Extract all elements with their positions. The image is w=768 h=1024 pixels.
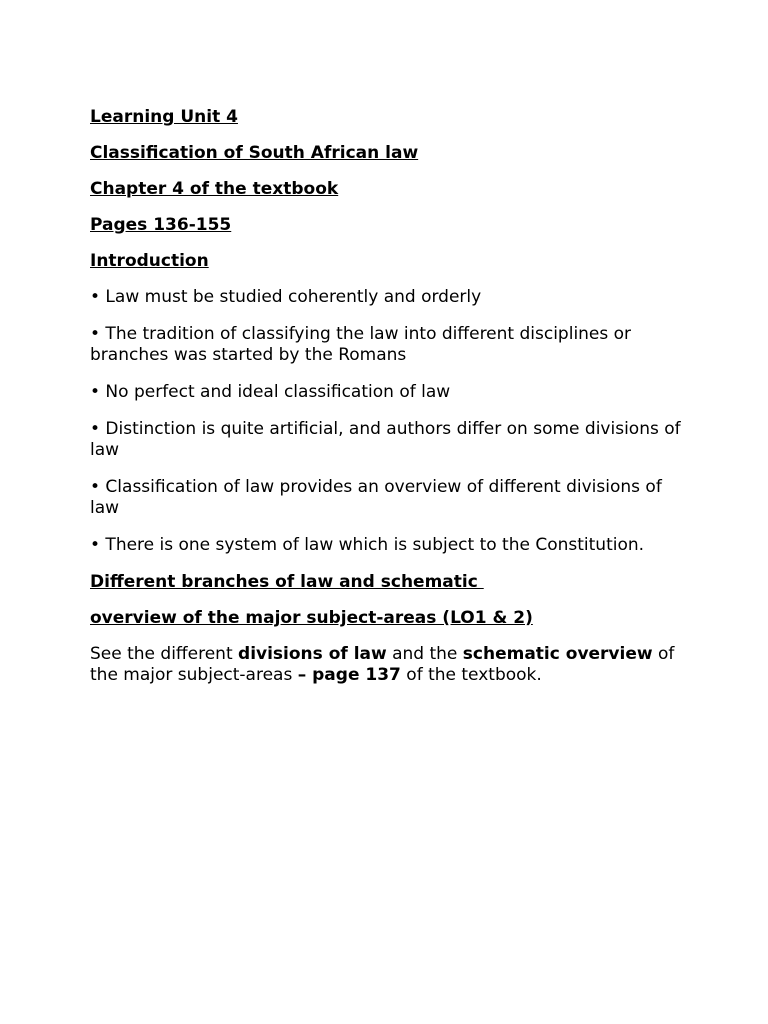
unit-title-heading: Classification of South African law xyxy=(90,143,419,163)
closing-text: of the textbook. xyxy=(400,665,542,685)
bullet-item: • No perfect and ideal classification of law xyxy=(90,382,451,402)
pages-heading: Pages 136-155 xyxy=(90,215,232,235)
closing-text: of the major subject-areas xyxy=(90,644,675,685)
learning-unit-heading: Learning Unit 4 xyxy=(90,107,238,127)
closing-text: and the xyxy=(386,644,463,664)
document-page xyxy=(90,107,690,702)
bullet-item: • The tradition of classifying the law into different disciplines or branches was started by the Romans xyxy=(90,324,632,365)
introduction-heading: Introduction xyxy=(90,251,209,271)
chapter-heading: Chapter 4 of the textbook xyxy=(90,179,339,199)
introduction-bullet-list xyxy=(90,287,690,556)
bullet-item: • Law must be studied coherently and orderly xyxy=(90,287,482,307)
bullet-item: • Classification of law provides an overview of different divisions of law xyxy=(90,477,662,518)
overview-heading: overview of the major subject-areas (LO1 & 2) xyxy=(90,608,533,628)
bullet-item: • Distinction is quite artificial, and authors differ on some divisions of law xyxy=(90,419,681,460)
closing-paragraph xyxy=(90,644,690,686)
closing-bold-text: schematic overview xyxy=(462,644,653,664)
closing-text: See the different xyxy=(90,644,239,664)
bullet-item: • There is one system of law which is subject to the Constitution. xyxy=(90,535,645,555)
branches-heading: Different branches of law and schematic xyxy=(90,572,484,592)
closing-bold-text: divisions of law xyxy=(238,644,387,664)
closing-bold-text: – page 137 xyxy=(297,665,401,685)
